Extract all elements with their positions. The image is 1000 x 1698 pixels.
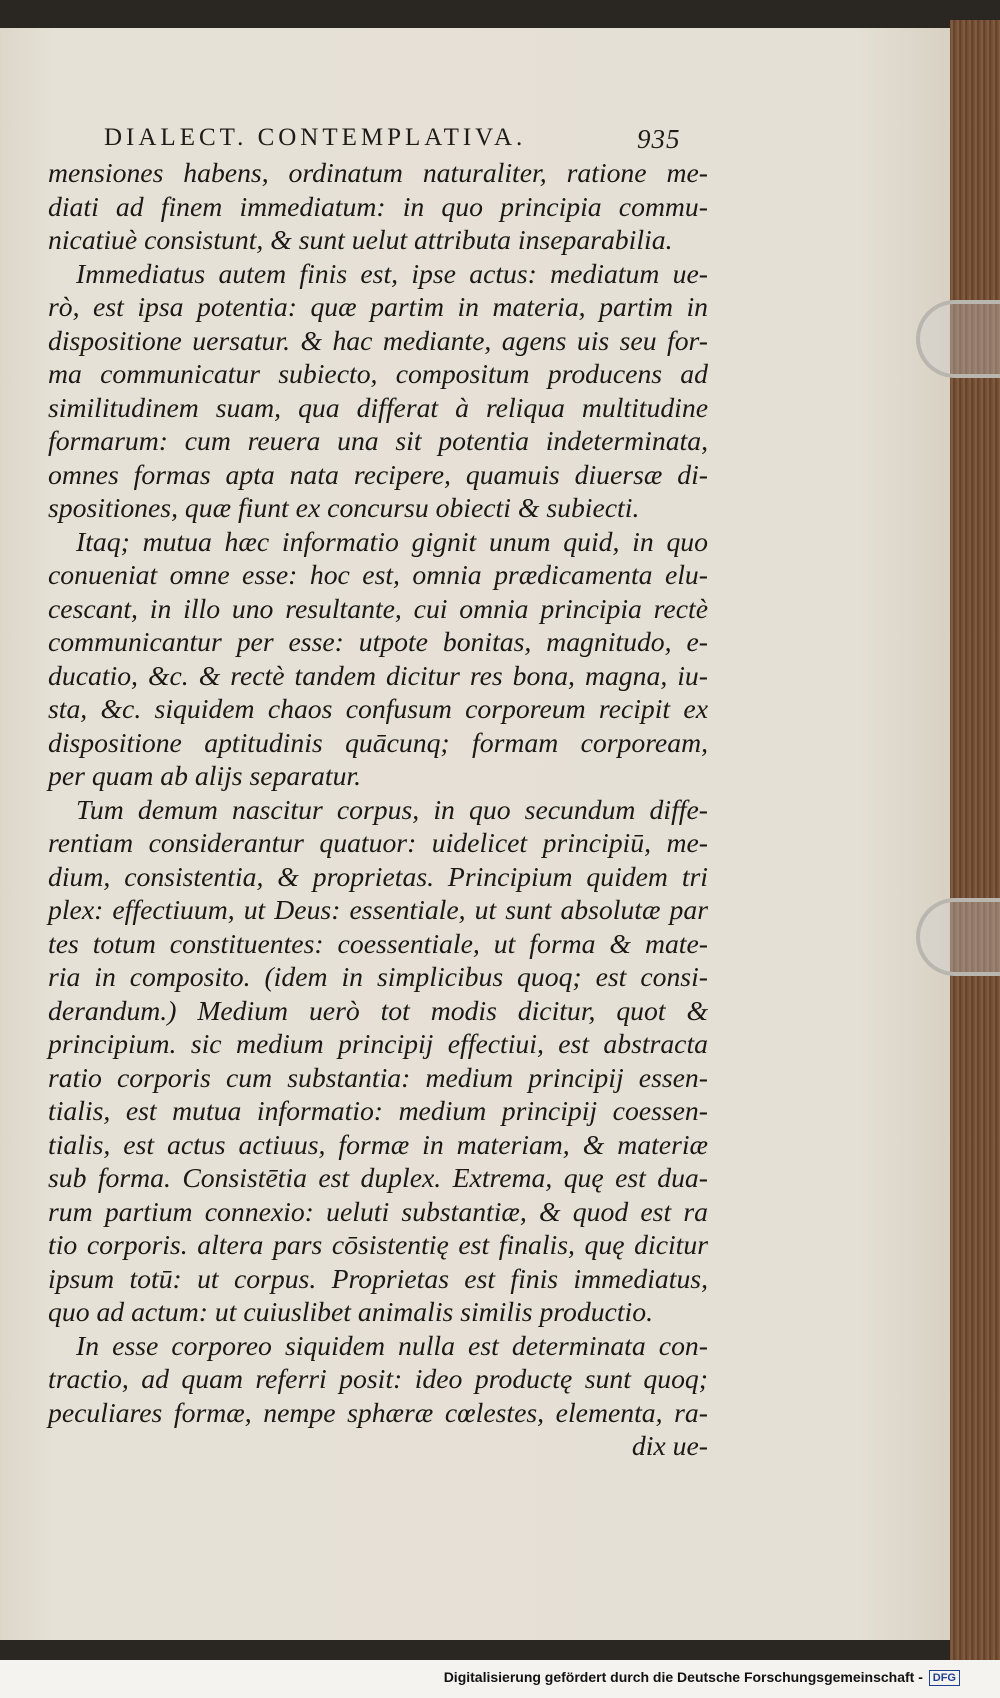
digitization-credit: [444, 1669, 960, 1686]
text-line: Tum demum nascitur corpus, in quo secundum diffe-: [76, 793, 708, 825]
text-line: diati ad finem immediatum: in quo principia commu-: [48, 190, 708, 222]
text-line: rum partium connexio: ueluti substantiæ, & quod est ra: [48, 1195, 708, 1227]
text-line: conueniat omne esse: hoc est, omnia prædicamenta elu-: [48, 559, 708, 590]
text-line: ria in composito. (idem in simplicibus quoq; est consi-: [48, 961, 708, 992]
text-line: rentiam considerantur quatuor: uidelicet principiū, me-: [48, 827, 708, 858]
text-line: nicatiuè consistunt, & sunt uelut attributa inseparabilia.: [48, 224, 673, 255]
text-line: rò, est ipsa potentia: quæ partim in materia, partim in: [48, 291, 708, 322]
running-head: DIALECT. CONTEMPLATIVA.: [104, 124, 527, 151]
text-line: communicantur per esse: utpote bonitas, magnitudo, e-: [48, 626, 708, 657]
text-line: In esse corporeo siquidem nulla est determinata con-: [76, 1329, 708, 1361]
text-line: tio corporis. altera pars cōsistentię est finalis, quę dicitur: [48, 1229, 708, 1260]
text-line: plex: effectiuum, ut Deus: essentiale, ut sunt absolutæ par: [48, 894, 708, 925]
text-line: Immediatus autem finis est, ipse actus: mediatum ue-: [76, 257, 708, 289]
page-number: 935: [637, 124, 681, 154]
text-line: quo ad actum: ut cuiuslibet animalis similis productio.: [48, 1296, 654, 1327]
body-text: [48, 156, 708, 1463]
credit-text: Digitalisierung gefördert durch die Deutsche Forschungsgemeinschaft -: [443, 1669, 923, 1685]
text-line: spositiones, quæ fiunt ex concursu obiecti & subiecti.: [48, 492, 640, 523]
text-line: dium, consistentia, & proprietas. Principium quidem tri: [48, 860, 708, 892]
page-clip-bottom: [916, 898, 1000, 976]
text-line: dispositione uersatur. & hac mediante, agens uis seu for-: [48, 324, 708, 356]
text-line: sta, &c. siquidem chaos confusum corporeum recipit ex: [48, 693, 708, 724]
text-line: per quam ab alijs separatur.: [48, 760, 362, 791]
catchword: dix ue-: [631, 1430, 708, 1461]
text-line: tes totum constituentes: coessentiale, ut forma & mate-: [48, 927, 708, 959]
page-clip-top: [916, 300, 1000, 378]
text-line: formarum: cum reuera una sit potentia indeterminata,: [48, 425, 708, 456]
text-line: ratio corporis cum substantia: medium principij essen-: [48, 1061, 708, 1093]
book-edge: [950, 20, 1000, 1660]
text-line: mensiones habens, ordinatum naturaliter, ratione me-: [48, 157, 708, 188]
text-line: derandum.) Medium uerò tot modis dicitur, quot &: [48, 994, 708, 1026]
text-line: omnes formas apta nata recipere, quamuis diuersæ di-: [48, 458, 708, 490]
text-line: tialis, est actus actiuus, formæ in materiam, & materiæ: [48, 1128, 708, 1160]
text-line: tractio, ad quam referri posit: ideo productę sunt quoq;: [48, 1363, 708, 1394]
text-line: ma communicatur subiecto, compositum producens ad: [48, 358, 708, 389]
text-line: similitudinem suam, qua differat à reliqua multitudine: [48, 391, 708, 423]
text-line: Itaq; mutua hæc informatio gignit unum quid, in quo: [76, 525, 708, 557]
text-line: tialis, est mutua informatio: medium principij coessen-: [48, 1095, 708, 1126]
text-line: dispositione aptitudinis quācunq; formam corpoream,: [48, 726, 708, 758]
text-line: ipsum totū: ut corpus. Proprietas est finis immediatus,: [48, 1262, 708, 1294]
text-line: sub forma. Consistētia est duplex. Extrema, quę est dua-: [48, 1162, 708, 1193]
text-line: peculiares formæ, nempe sphæræ cœlestes, elementa, ra-: [48, 1396, 708, 1428]
text-line: cescant, in illo uno resultante, cui omnia principia rectè: [48, 592, 708, 624]
dfg-logo: DFG: [929, 1670, 960, 1686]
text-line: principium. sic medium principij effectiui, est abstracta: [48, 1028, 708, 1059]
text-line: ducatio, &c. & rectè tandem dicitur res bona, magna, iu-: [48, 659, 708, 691]
